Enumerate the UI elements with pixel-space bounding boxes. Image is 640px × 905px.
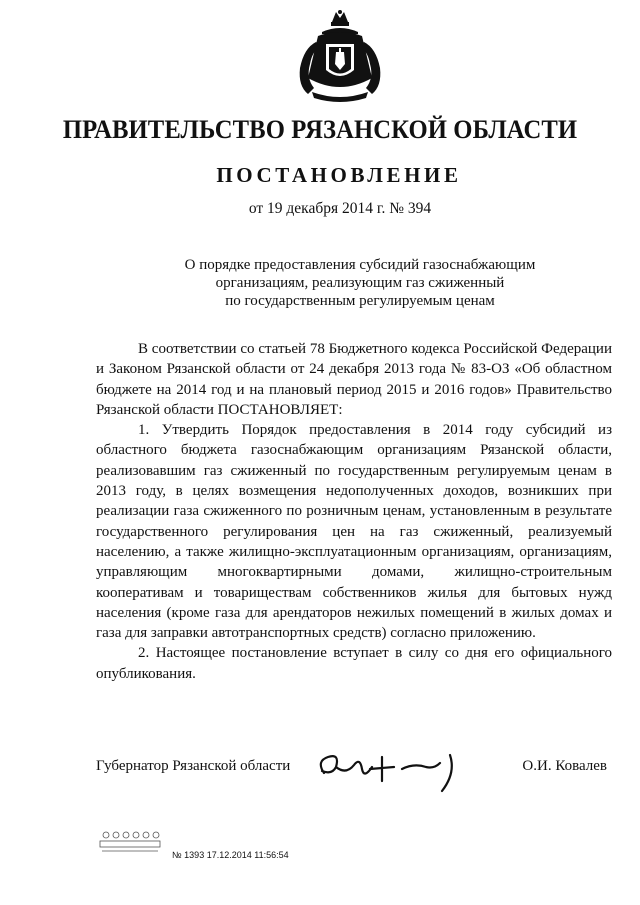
subject-line: по государственным регулируемым ценам [225, 293, 495, 309]
coat-of-arms-icon [292, 8, 388, 104]
signatory-position: Губернатор Рязанской области [96, 758, 291, 774]
body-paragraph: В соответствии со статьей 78 Бюджетного кодекса Российской Федерации и Законом Рязанской области от 24 декабря 2013 года № 83-ОЗ «Об областном бюджете на 2014 год и на плановый период 2015 и 2016 годов» Правительство Рязанской области ПОСТАНОВЛЯЕТ: [96, 341, 612, 418]
subject-line: организациям, реализующим газ сжиженный [215, 275, 505, 291]
body-paragraph: 1. Утвердить Порядок предоставления в 2014 году субсидий из областного бюджета газоснабжающим организациям Рязанской области, реализовавшим газ сжиженный по государственным регулируемым ценам в 2013 году, в целях возмещения недополученных доходов, возникших при реализации газа сжиженного по розничным ценам, установленным в результате государственного регулирования цен на газ сжиженный, реализуемый населению, а также жилищно-эксплуатационным организациям, организациям, управляющим многоквартирными домами, жилищно-строительным кооперативам и товариществам собственников жилья для бытовых нужд населения (кроме газа для арендаторов нежилых помещений в жилых домах и газа для заправки автотранспортных средств) согласно приложению. [96, 422, 612, 642]
subject-heading [140, 256, 580, 310]
handwritten-signature-icon [310, 745, 470, 797]
registration-text: 1393 17.12.2014 11:56:54 [184, 850, 289, 860]
document-system-stamp-icon [98, 827, 162, 855]
document-body [96, 339, 612, 684]
registration-stamp [172, 850, 289, 860]
government-title: ПРАВИТЕЛЬСТВО РЯЗАНСКОЙ ОБЛАСТИ [62, 114, 578, 144]
document-type: ПОСТАНОВЛЕНИЕ [216, 163, 462, 187]
date-and-number: от 19 декабря 2014 г. № 394 [248, 200, 432, 217]
body-paragraph: 2. Настоящее постановление вступает в силу со дня его официального опубликования. [96, 645, 612, 682]
subject-line: О порядке предоставления субсидий газоснабжающим [184, 257, 536, 273]
number-sign-icon: № [172, 850, 182, 860]
signatory-name: О.И. Ковалев [522, 758, 607, 774]
